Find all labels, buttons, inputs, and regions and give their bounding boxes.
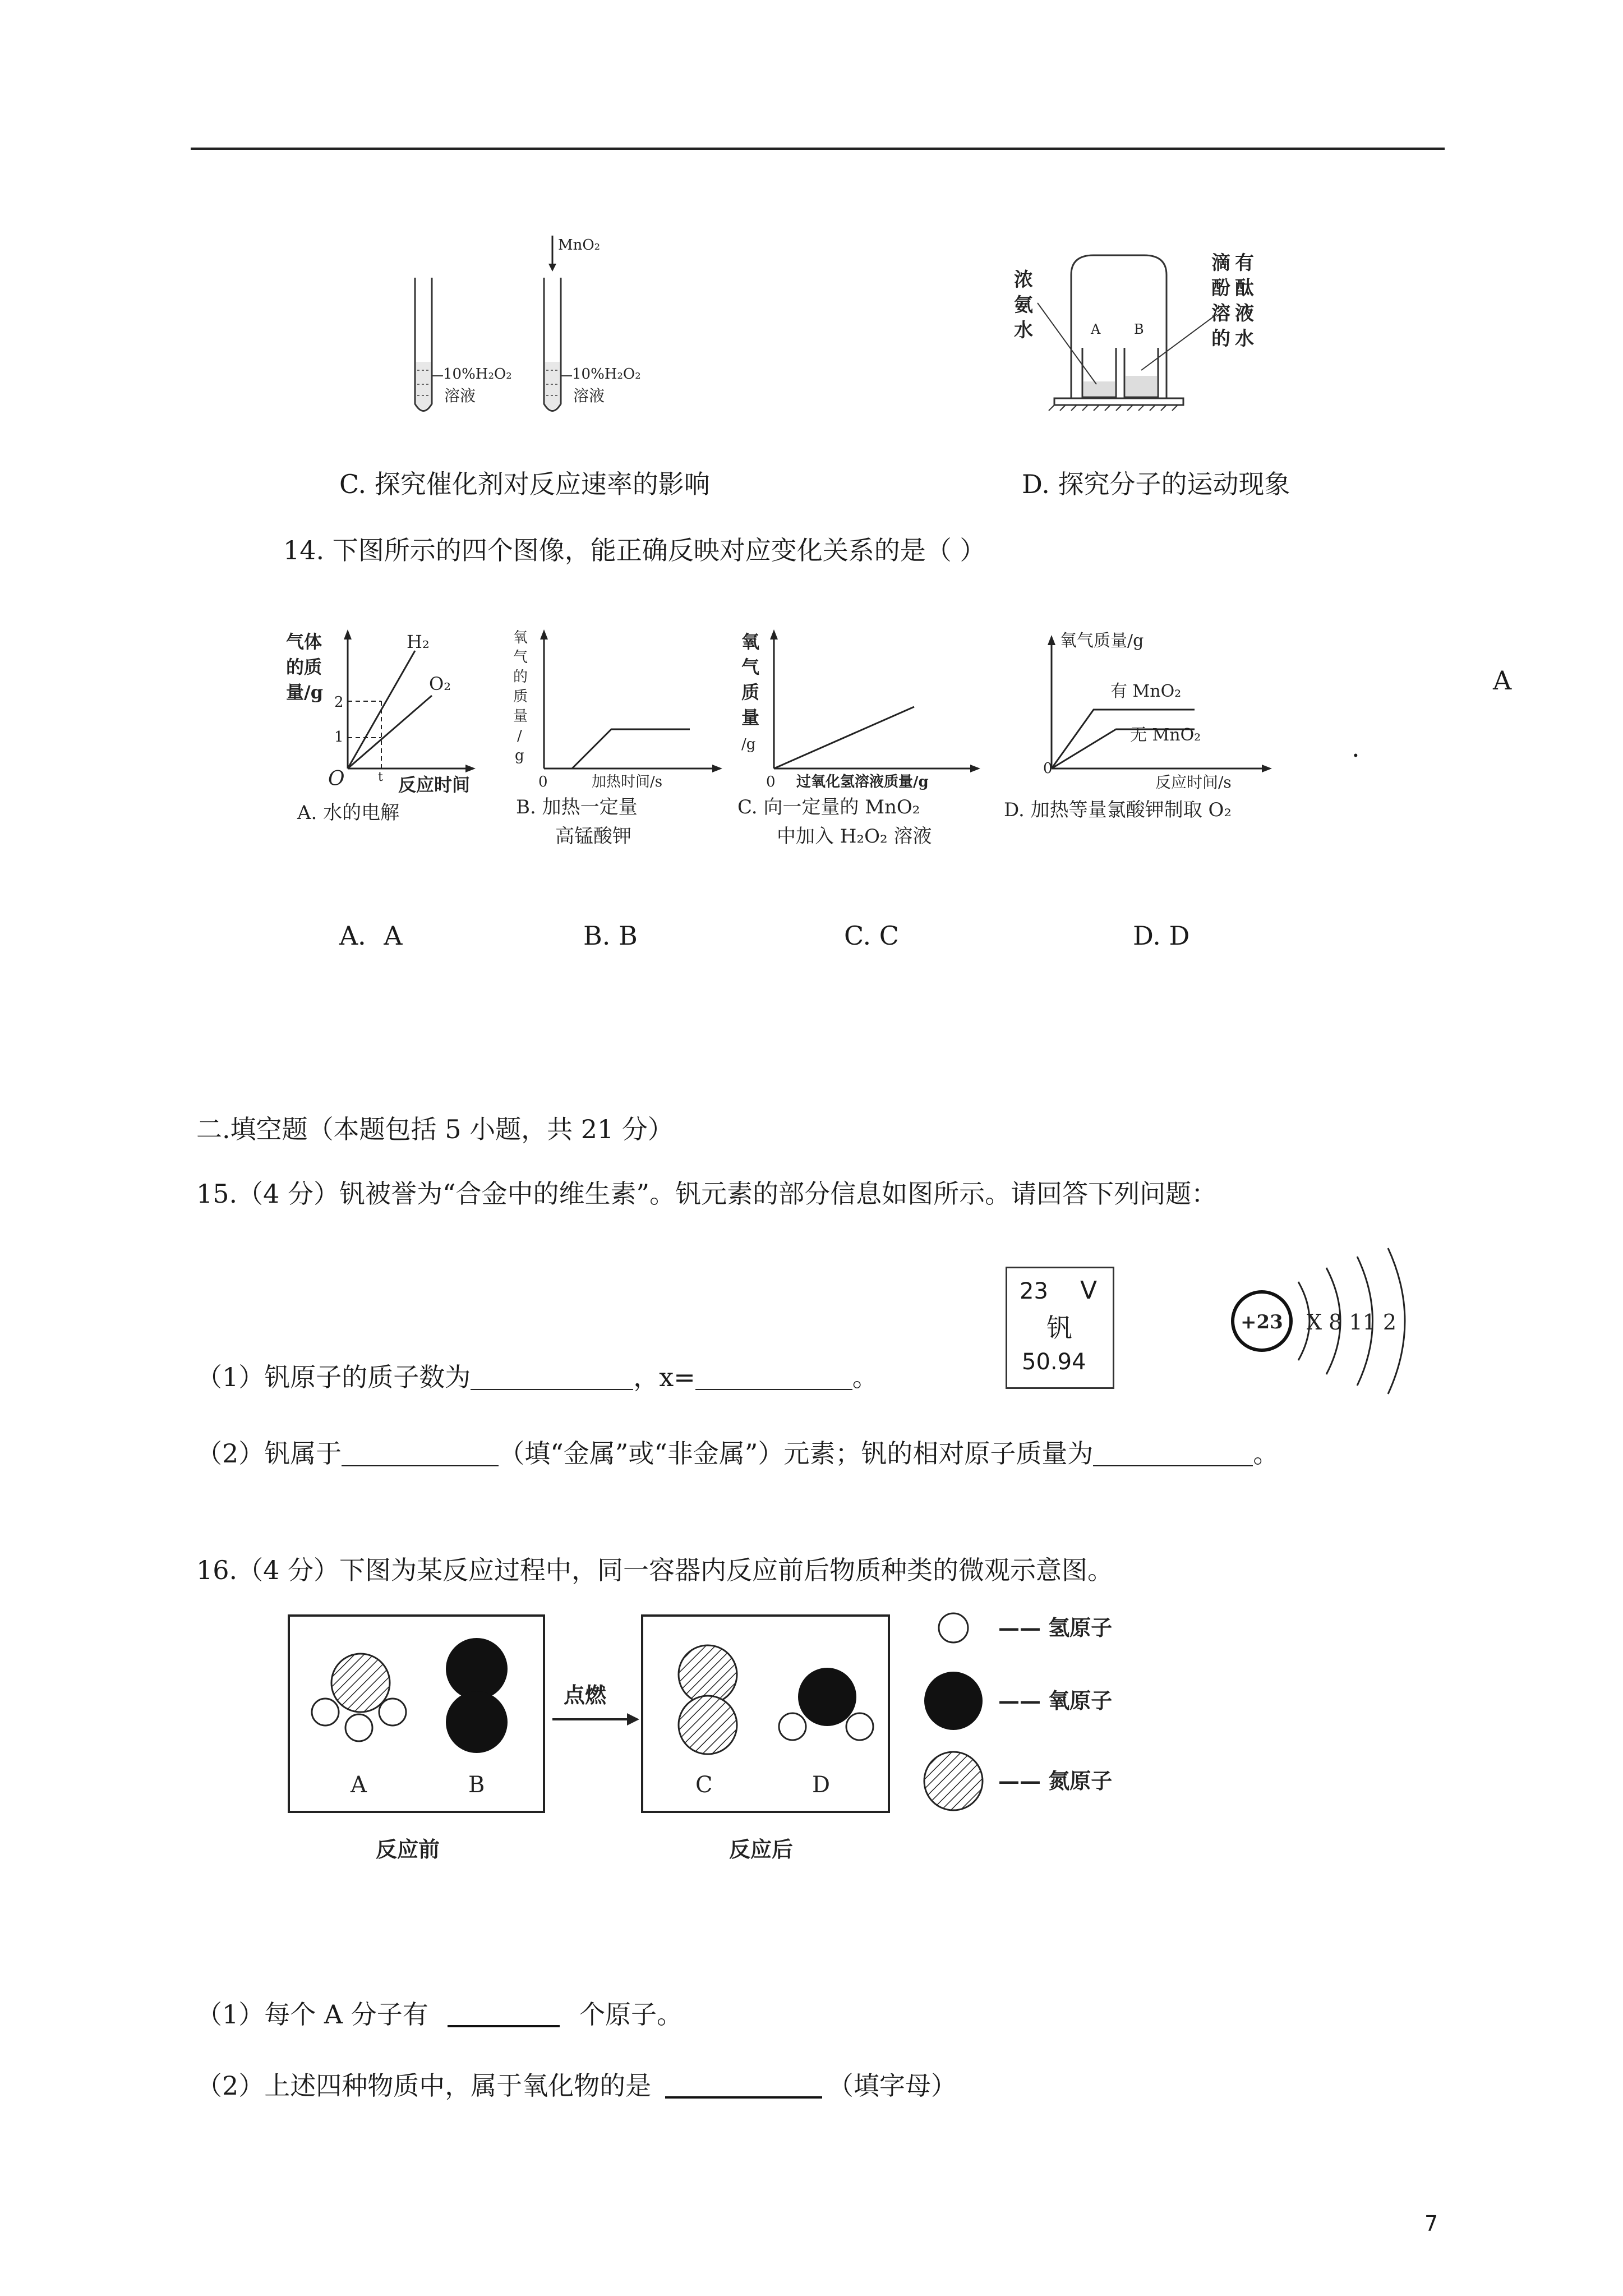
q15-sub1 [196, 1364, 878, 1390]
reaction-diagram [280, 1604, 1447, 1874]
graph-a-origin: O [328, 767, 345, 790]
graph-d-xlabel: 反应时间/s [1155, 773, 1232, 792]
graph-a-xlabel: 反应时间 [398, 774, 471, 795]
element-symbol: V [1080, 1276, 1098, 1305]
q14-stem: 14. 下图所示的四个图像，能正确反映对应变化关系的是（ ） [283, 535, 986, 565]
q16-stem: 16.（4 分）下图为某反应过程中，同一容器内反应前后物质种类的微观示意图。 [196, 1555, 1114, 1585]
graph-a-ylabel-2: 的质 [286, 656, 322, 678]
graph-b-ylabel-4: 质 [513, 688, 528, 705]
graph-a-ylabel-3: 量/g [286, 682, 324, 703]
graph-b-ylabel-6: / [517, 728, 522, 744]
graph-a-h2: H₂ [407, 631, 430, 652]
graph-c-ylabel-4: 量 [741, 707, 760, 728]
graph-d [998, 623, 1312, 836]
tube-1-label-b: 溶液 [444, 386, 476, 405]
arrow-label: 点燃 [564, 1682, 607, 1708]
after-caption: 反应后 [729, 1837, 794, 1862]
graph-b-ylabel-2: 气 [513, 649, 528, 666]
graph-c-ylabel-3: 质 [741, 682, 760, 703]
graph-c-ylabel-2: 气 [741, 656, 760, 678]
q15-sub2-text-c: 。 [1253, 1438, 1279, 1469]
graph-c-caption-2: 中加入 H₂O₂ 溶液 [777, 825, 932, 848]
q15-mass-blank[interactable] [1093, 1443, 1253, 1466]
graph-c-ylabel-1: 氧 [741, 631, 760, 652]
atom-shells: X 8 11 2 [1307, 1310, 1396, 1335]
mno2-label: MnO₂ [558, 237, 601, 254]
graph-b-ylabel-7: g [515, 747, 524, 764]
q15-sub2-text-b: （填“金属”或“非金属”）元素；钒的相对原子质量为 [499, 1438, 1094, 1469]
header-rule [191, 148, 1445, 150]
element-mass: 50.94 [1022, 1349, 1086, 1375]
graph-a-t: t [378, 770, 383, 784]
q16-sub1-text-a: （1）每个 A 分子有 [196, 1999, 428, 2030]
q15-sub2-text-a: （2）钒属于 [196, 1438, 342, 1469]
tube-2-label: 10%H₂O₂ [572, 366, 641, 383]
q14-option-d[interactable]: D. D [1133, 921, 1190, 951]
q14-option-a[interactable]: A．A [339, 921, 403, 951]
graph-a-tick-2: 2 [334, 694, 344, 711]
before-caption: 反应前 [376, 1837, 440, 1862]
tube-2-label-b: 溶液 [573, 386, 605, 405]
graph-b-caption-1: B. 加热一定量 [516, 796, 638, 818]
element-number: 23 [1020, 1278, 1048, 1304]
q16-oxide-blank[interactable] [665, 2074, 822, 2099]
graph-c [729, 623, 998, 858]
q15-metal-blank[interactable] [342, 1443, 499, 1466]
graph-d-with-mno2: 有 MnO₂ [1110, 682, 1182, 701]
graph-b-ylabel-3: 的 [513, 669, 528, 685]
phenol-col1-4: 的 [1211, 328, 1230, 350]
q16-sub2-text-b: （填字母） [827, 2070, 957, 2101]
q15-x-blank[interactable] [695, 1366, 852, 1390]
q15-sub1-text-a: （1）钒原子的质子数为 [196, 1362, 471, 1392]
graph-d-ylabel: 氧气质量/g [1060, 631, 1144, 651]
q14-side-dot: . [1352, 733, 1360, 763]
option-d-label: D. 探究分子的运动现象 [1022, 469, 1290, 499]
q15-stem: 15.（4 分）钒被誉为“合金中的维生素”。钒元素的部分信息如图所示。请回答下列问题： [196, 1179, 1218, 1209]
graph-a [280, 623, 494, 836]
q16-sub2 [196, 2070, 957, 2101]
graph-c-caption-1: C. 向一定量的 MnO₂ [737, 796, 920, 818]
legend-hydrogen: —— 氢原子 [998, 1615, 1113, 1640]
label-c: C [695, 1772, 713, 1798]
graph-b-ylabel-5: 量 [513, 708, 528, 725]
graph-b-zero: 0 [538, 774, 548, 790]
q15-sub1-text-c: 。 [852, 1362, 878, 1392]
q16-sub1-text-b: 个原子。 [579, 1999, 683, 2030]
graph-c-zero: 0 [766, 774, 776, 790]
graph-c-xlabel: 过氧化氢溶液质量/g [796, 774, 929, 790]
q15-proton-blank[interactable] [471, 1366, 633, 1390]
q16-sub1 [196, 1999, 683, 2030]
element-card [1006, 1267, 1114, 1389]
ammonia-char-3: 水 [1014, 319, 1033, 342]
q14-option-c[interactable]: C. C [844, 921, 899, 951]
beaker-a-label: A [1091, 321, 1101, 337]
graph-d-zero: 0 [1043, 760, 1053, 777]
atom-structure [1211, 1228, 1436, 1397]
phenol-col1-3: 溶 [1211, 302, 1230, 325]
graph-a-o2: O₂ [429, 673, 451, 694]
ammonia-char-2: 氨 [1014, 294, 1033, 316]
tube-1-label: 10%H₂O₂ [443, 366, 512, 383]
graph-a-tick-1: 1 [334, 729, 344, 746]
graph-a-ylabel-1: 气体 [286, 631, 322, 652]
graph-c-ylabel-5: /g [741, 736, 756, 753]
label-a: A [351, 1772, 367, 1798]
molecule-motion-figure [1004, 241, 1284, 421]
graph-d-without-mno2: 无 MnO₂ [1130, 725, 1201, 745]
phenol-col1-2: 酚 [1211, 277, 1230, 300]
option-c-label: C. 探究催化剂对反应速率的影响 [339, 469, 710, 499]
q15-sub2 [196, 1438, 1279, 1469]
phenol-col2-4: 水 [1235, 328, 1254, 350]
catalyst-experiment-figure [393, 224, 707, 432]
graph-b [505, 623, 740, 858]
phenol-col2-2: 酞 [1235, 277, 1254, 300]
element-name: 钒 [1046, 1313, 1072, 1343]
section-2-heading: 二.填空题（本题包括 5 小题，共 21 分） [196, 1114, 674, 1144]
ammonia-char-1: 浓 [1014, 269, 1033, 291]
q15-sub1-text-b: ，x= [633, 1362, 695, 1392]
graph-b-caption-2: 高锰酸钾 [555, 825, 631, 848]
label-b: B [468, 1772, 485, 1798]
legend-nitrogen: —— 氮原子 [998, 1768, 1113, 1793]
q14-option-b[interactable]: B. B [583, 921, 638, 951]
q14-side-letter: A [1493, 665, 1512, 696]
phenol-col2-1: 有 [1235, 252, 1254, 274]
atom-nucleus: +23 [1241, 1311, 1283, 1333]
phenol-col2-3: 液 [1235, 302, 1254, 325]
graph-d-caption: D. 加热等量氯酸钾制取 O₂ [1004, 799, 1232, 821]
legend-oxygen: —— 氧原子 [998, 1688, 1113, 1713]
phenol-col1-1: 滴 [1211, 252, 1230, 274]
graph-a-caption: A. 水的电解 [297, 802, 400, 824]
q16-atom-count-blank[interactable] [448, 2003, 560, 2027]
graph-b-xlabel: 加热时间/s [592, 774, 663, 790]
label-d: D [812, 1772, 831, 1798]
graph-b-ylabel-1: 氧 [513, 629, 528, 646]
beaker-b-label: B [1134, 321, 1144, 337]
page-number: 7 [1424, 2211, 1438, 2236]
q16-sub2-text-a: （2）上述四种物质中，属于氧化物的是 [196, 2070, 652, 2101]
